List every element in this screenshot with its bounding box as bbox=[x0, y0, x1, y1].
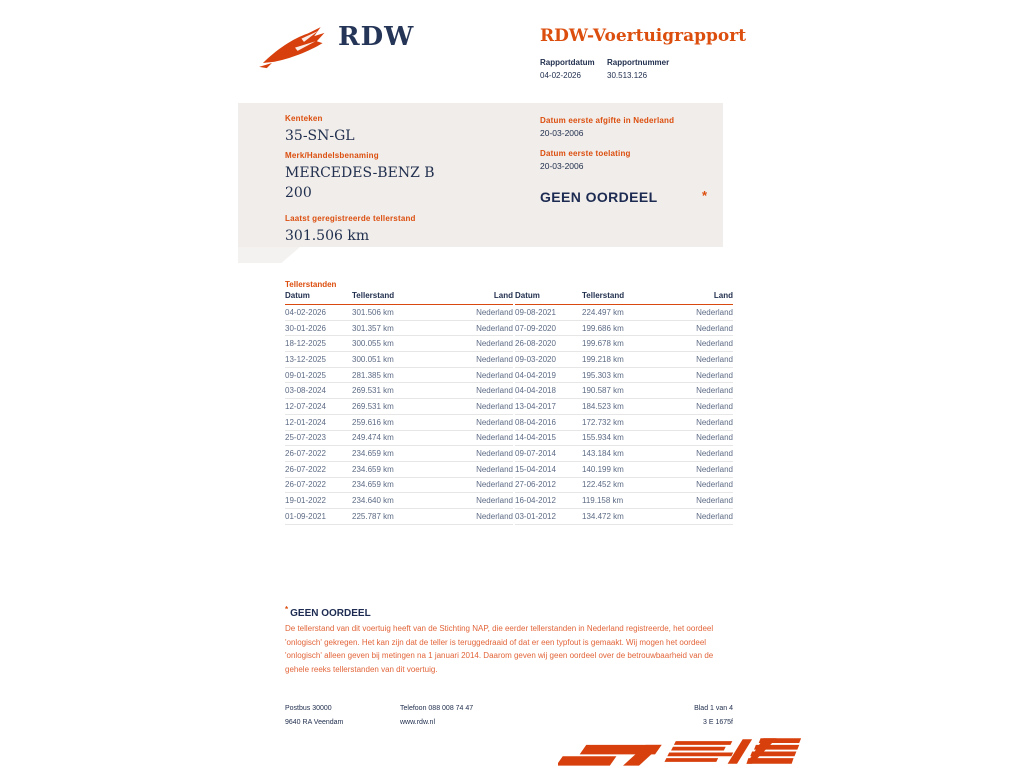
footer-form-code: 3 E 1675f bbox=[703, 719, 733, 726]
cell-land: Nederland bbox=[696, 433, 733, 443]
tellerstanden-table-right bbox=[515, 291, 733, 525]
table-row bbox=[515, 352, 733, 368]
cell-tellerstand: 199.678 km bbox=[582, 339, 624, 349]
cell-tellerstand: 300.055 km bbox=[352, 339, 394, 349]
afgifte-value: 20-03-2006 bbox=[540, 128, 584, 138]
merk-field bbox=[285, 151, 435, 203]
cell-datum: 27-06-2012 bbox=[515, 480, 556, 490]
cell-tellerstand: 269.531 km bbox=[352, 401, 394, 411]
cell-land: Nederland bbox=[476, 433, 513, 443]
cell-datum: 04-04-2018 bbox=[515, 386, 556, 396]
table-row bbox=[285, 368, 513, 384]
cell-datum: 09-07-2014 bbox=[515, 449, 556, 459]
report-number-field bbox=[607, 58, 669, 80]
cell-tellerstand: 234.659 km bbox=[352, 464, 394, 474]
cell-tellerstand: 281.385 km bbox=[352, 370, 394, 380]
cell-tellerstand: 225.787 km bbox=[352, 511, 394, 521]
cell-land: Nederland bbox=[696, 323, 733, 333]
cell-land: Nederland bbox=[696, 417, 733, 427]
cell-land: Nederland bbox=[696, 401, 733, 411]
cell-tellerstand: 122.452 km bbox=[582, 480, 624, 490]
table-row bbox=[515, 462, 733, 478]
cell-datum: 26-07-2022 bbox=[285, 449, 326, 459]
cell-tellerstand: 199.218 km bbox=[582, 354, 624, 364]
cell-land: Nederland bbox=[696, 449, 733, 459]
cell-land: Nederland bbox=[476, 464, 513, 474]
report-date-label: Rapportdatum bbox=[540, 58, 595, 67]
cell-datum: 09-08-2021 bbox=[515, 307, 556, 317]
cell-land: Nederland bbox=[476, 496, 513, 506]
rdw-speedlines-graphic bbox=[558, 735, 803, 768]
cell-tellerstand: 301.357 km bbox=[352, 323, 394, 333]
report-date-field bbox=[540, 58, 595, 80]
table-row bbox=[285, 321, 513, 337]
cell-land: Nederland bbox=[696, 511, 733, 521]
cell-datum: 09-03-2020 bbox=[515, 354, 556, 364]
cell-land: Nederland bbox=[696, 307, 733, 317]
table-row bbox=[515, 321, 733, 337]
cell-land: Nederland bbox=[476, 511, 513, 521]
rdw-logo-wordmark: RDW bbox=[338, 22, 415, 52]
cell-land: Nederland bbox=[476, 307, 513, 317]
table-row bbox=[515, 336, 733, 352]
footnote-asterisk: * bbox=[285, 605, 289, 614]
table-row bbox=[285, 446, 513, 462]
footnote-body: De tellerstand van dit voertuig heeft van de Stichting NAP, die eerder tellerstanden in Nederland registreerde, het oordeel 'onlogisch' gekregen. Het kan zijn dat de teller is teruggedraaid of dat er een typfout is gemaakt. Wij mogen het oordeel 'onlogisch' alleen geven bij metingen na 1 januari 2014. Daarom geven wij geen oordeel over de betrouwbaarheid van de gehele reeks tellerstanden van dit voertuig. bbox=[285, 624, 714, 674]
cell-tellerstand: 301.506 km bbox=[352, 307, 394, 317]
col-header-tellerstand: Tellerstand bbox=[582, 291, 625, 300]
report-number-label: Rapportnummer bbox=[607, 58, 670, 67]
table-row bbox=[285, 415, 513, 431]
cell-datum: 03-08-2024 bbox=[285, 386, 326, 396]
cell-land: Nederland bbox=[696, 386, 733, 396]
cell-datum: 03-01-2012 bbox=[515, 511, 556, 521]
afgifte-field bbox=[540, 116, 674, 138]
cell-land: Nederland bbox=[476, 386, 513, 396]
table-row bbox=[515, 478, 733, 494]
merk-value: MERCEDES-BENZ B 200 bbox=[285, 165, 435, 201]
cell-datum: 08-04-2016 bbox=[515, 417, 556, 427]
footer-address bbox=[285, 702, 343, 730]
cell-datum: 18-12-2025 bbox=[285, 339, 326, 349]
cell-tellerstand: 155.934 km bbox=[582, 433, 624, 443]
cell-land: Nederland bbox=[696, 496, 733, 506]
cell-land: Nederland bbox=[696, 354, 733, 364]
table-header bbox=[515, 291, 733, 305]
cell-tellerstand: 300.051 km bbox=[352, 354, 394, 364]
cell-tellerstand: 134.472 km bbox=[582, 511, 624, 521]
cell-land: Nederland bbox=[476, 417, 513, 427]
cell-tellerstand: 143.184 km bbox=[582, 449, 624, 459]
cell-datum: 12-01-2024 bbox=[285, 417, 326, 427]
tellerstanden-section-title: Tellerstanden bbox=[285, 280, 337, 289]
table-row bbox=[515, 509, 733, 525]
toelating-label: Datum eerste toelating bbox=[540, 149, 631, 158]
cell-datum: 07-09-2020 bbox=[515, 323, 556, 333]
cell-land: Nederland bbox=[696, 480, 733, 490]
tellerstand-value: 301.506 km bbox=[285, 228, 370, 244]
oordeel-asterisk: * bbox=[702, 188, 708, 203]
col-header-datum: Datum bbox=[515, 291, 540, 300]
cell-land: Nederland bbox=[696, 339, 733, 349]
table-row bbox=[285, 431, 513, 447]
cell-datum: 09-01-2025 bbox=[285, 370, 326, 380]
table-row bbox=[285, 478, 513, 494]
report-date-value: 04-02-2026 bbox=[540, 71, 581, 80]
cell-land: Nederland bbox=[476, 480, 513, 490]
kenteken-label: Kenteken bbox=[285, 114, 323, 123]
cell-tellerstand: 184.523 km bbox=[582, 401, 624, 411]
table-row bbox=[515, 431, 733, 447]
table-row bbox=[285, 336, 513, 352]
tellerstand-field bbox=[285, 214, 416, 246]
footer-phone: Telefoon 088 008 74 47 bbox=[400, 705, 474, 712]
cell-land: Nederland bbox=[476, 323, 513, 333]
cell-tellerstand: 234.640 km bbox=[352, 496, 394, 506]
cell-datum: 25-07-2023 bbox=[285, 433, 326, 443]
table-body bbox=[285, 305, 513, 525]
merk-label: Merk/Handelsbenaming bbox=[285, 151, 379, 160]
footer-address-line1: Postbus 30000 bbox=[285, 705, 332, 712]
rdw-bird-icon bbox=[256, 22, 334, 72]
footer-page-info bbox=[583, 702, 733, 730]
footer-page-number: Blad 1 van 4 bbox=[694, 705, 733, 712]
kenteken-value: 35-SN-GL bbox=[285, 128, 355, 144]
cell-datum: 30-01-2026 bbox=[285, 323, 326, 333]
cell-datum: 16-04-2012 bbox=[515, 496, 556, 506]
footnote-title bbox=[285, 605, 371, 619]
oordeel-status: GEEN OORDEEL bbox=[540, 189, 658, 205]
table-row bbox=[285, 509, 513, 525]
cell-datum: 26-07-2022 bbox=[285, 464, 326, 474]
table-row bbox=[515, 415, 733, 431]
cell-tellerstand: 172.732 km bbox=[582, 417, 624, 427]
table-body bbox=[515, 305, 733, 525]
cell-datum: 13-12-2025 bbox=[285, 354, 326, 364]
cell-datum: 19-01-2022 bbox=[285, 496, 326, 506]
toelating-field bbox=[540, 149, 631, 171]
table-row bbox=[285, 305, 513, 321]
cell-land: Nederland bbox=[696, 370, 733, 380]
kenteken-field bbox=[285, 114, 355, 146]
cell-datum: 14-04-2015 bbox=[515, 433, 556, 443]
cell-tellerstand: 234.659 km bbox=[352, 449, 394, 459]
cell-land: Nederland bbox=[476, 339, 513, 349]
cell-tellerstand: 224.497 km bbox=[582, 307, 624, 317]
table-row bbox=[515, 383, 733, 399]
cell-tellerstand: 249.474 km bbox=[352, 433, 394, 443]
toelating-value: 20-03-2006 bbox=[540, 161, 584, 171]
table-row bbox=[515, 493, 733, 509]
cell-land: Nederland bbox=[476, 449, 513, 459]
cell-datum: 04-04-2019 bbox=[515, 370, 556, 380]
cell-datum: 04-02-2026 bbox=[285, 307, 326, 317]
table-row bbox=[515, 368, 733, 384]
cell-datum: 26-08-2020 bbox=[515, 339, 556, 349]
page-title: RDW-Voertuigrapport bbox=[540, 26, 747, 46]
cell-tellerstand: 234.659 km bbox=[352, 480, 394, 490]
footer-website-link[interactable]: www.rdw.nl bbox=[400, 719, 436, 726]
cell-datum: 01-09-2021 bbox=[285, 511, 326, 521]
col-header-land: Land bbox=[713, 291, 733, 300]
cell-tellerstand: 190.587 km bbox=[582, 386, 624, 396]
cell-datum: 12-07-2024 bbox=[285, 401, 326, 411]
cell-tellerstand: 119.158 km bbox=[582, 496, 624, 506]
cell-tellerstand: 140.199 km bbox=[582, 464, 624, 474]
col-header-land: Land bbox=[493, 291, 513, 300]
cell-land: Nederland bbox=[696, 464, 733, 474]
vehicle-summary-panel bbox=[238, 103, 723, 247]
afgifte-label: Datum eerste afgifte in Nederland bbox=[540, 116, 675, 125]
cell-land: Nederland bbox=[476, 354, 513, 364]
table-row bbox=[285, 383, 513, 399]
table-row bbox=[285, 352, 513, 368]
cell-datum: 15-04-2014 bbox=[515, 464, 556, 474]
cell-land: Nederland bbox=[476, 401, 513, 411]
tellerstand-label: Laatst geregistreerde tellerstand bbox=[285, 214, 416, 223]
footnote-title-text: GEEN OORDEEL bbox=[290, 608, 371, 619]
col-header-datum: Datum bbox=[285, 291, 310, 300]
col-header-tellerstand: Tellerstand bbox=[352, 291, 395, 300]
footer-address-line2: 9640 RA Veendam bbox=[285, 719, 344, 726]
table-header bbox=[285, 291, 513, 305]
cell-land: Nederland bbox=[476, 370, 513, 380]
cell-tellerstand: 199.686 km bbox=[582, 323, 624, 333]
cell-datum: 13-04-2017 bbox=[515, 401, 556, 411]
table-row bbox=[285, 462, 513, 478]
table-row bbox=[285, 493, 513, 509]
table-row bbox=[285, 399, 513, 415]
rdw-logo bbox=[256, 20, 415, 72]
table-row bbox=[515, 399, 733, 415]
cell-tellerstand: 195.303 km bbox=[582, 370, 624, 380]
footer-contact bbox=[400, 702, 473, 730]
tellerstanden-table-left bbox=[285, 291, 513, 525]
cell-tellerstand: 259.616 km bbox=[352, 417, 394, 427]
table-row bbox=[515, 446, 733, 462]
table-row bbox=[515, 305, 733, 321]
cell-datum: 26-07-2022 bbox=[285, 480, 326, 490]
cell-tellerstand: 269.531 km bbox=[352, 386, 394, 396]
report-number-value: 30.513.126 bbox=[607, 71, 648, 80]
